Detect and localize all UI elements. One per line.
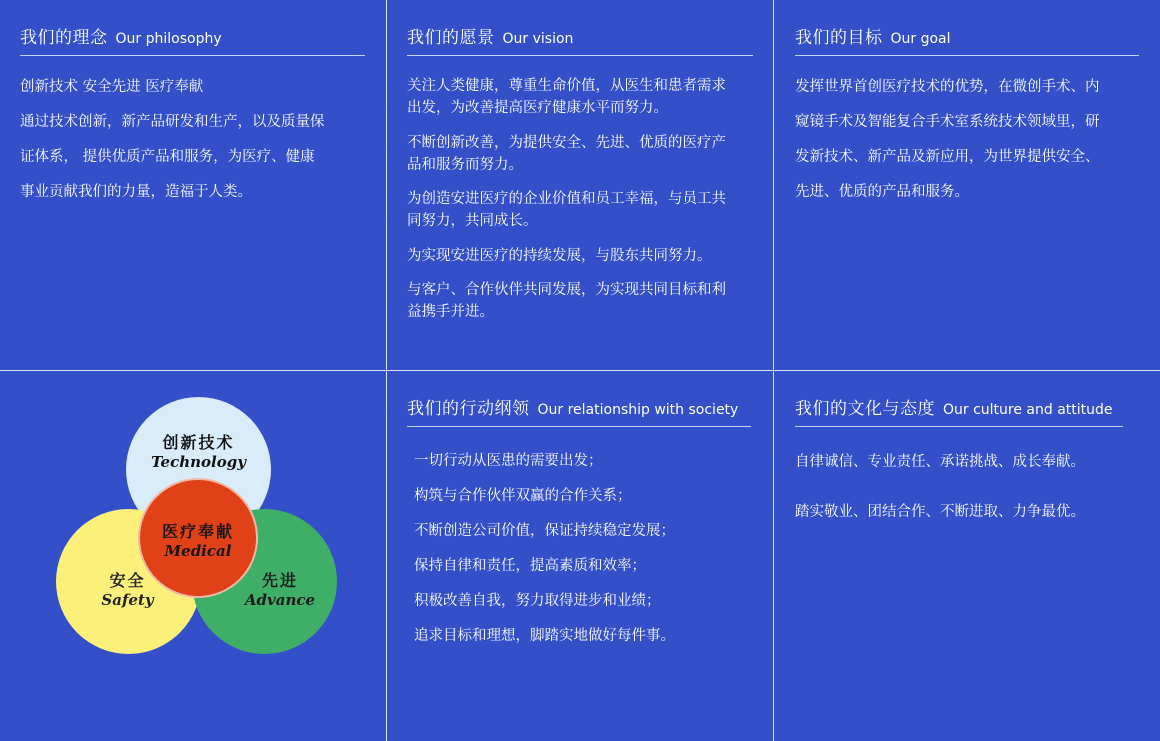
society-line: 不断创造公司价值，保证持续稳定发展；: [414, 523, 675, 539]
values-venn-diagram: [50, 393, 350, 658]
goal-line: 发新技术、新产品及新应用，为世界提供安全、: [795, 149, 1100, 165]
society-panel: [407, 394, 751, 654]
philosophy-line: 创新技术 安全先进 医疗奉献: [20, 79, 204, 95]
society-line: 保持自律和责任，提高素质和效率；: [414, 558, 646, 574]
culture-title-en: Our culture and attitude: [943, 402, 1113, 418]
vision-paragraph: 为创造安进医疗的企业价值和员工幸福，与员工共同努力，共同成长。: [407, 191, 726, 229]
goal-line: 发挥世界首创医疗技术的优势，在微创手术、内: [795, 79, 1100, 95]
row-divider: [0, 370, 1160, 371]
philosophy-panel: [20, 23, 365, 210]
society-title: [407, 394, 751, 427]
culture-line: 自律诚信、专业责任、承诺挑战、成长奉献。: [795, 454, 1085, 470]
advance-label-cn: 先进: [261, 571, 298, 590]
safety-label: [80, 568, 175, 609]
society-title-cn: 我们的行动纲领: [407, 399, 530, 419]
vision-paragraph: 不断创新改善，为提供安全、先进、优质的医疗产品和服务而努力。: [407, 134, 726, 173]
philosophy-line: 事业贡献我们的力量，造福于人类。: [20, 184, 252, 200]
advance-label-en: Advance: [244, 591, 316, 609]
goal-title-cn: 我们的目标: [795, 28, 883, 48]
philosophy-line: 通过技术创新，新产品研发和生产，以及质量保: [20, 114, 325, 130]
culture-line: 踏实敬业、团结合作、不断进取、力争最优。: [795, 504, 1085, 520]
society-title-en: Our relationship with society: [537, 402, 739, 418]
goal-line: 先进、优质的产品和服务。: [795, 184, 969, 200]
safety-label-cn: 安全: [109, 571, 146, 590]
society-line: 构筑与合作伙伴双赢的合作关系；: [414, 488, 632, 504]
vision-paragraph: 与客户、合作伙伴共同发展，为实现共同目标和利益携手并进。: [407, 282, 726, 320]
goal-line: 窥镜手术及智能复合手术室系统技术领域里，研: [795, 114, 1100, 130]
philosophy-line: 证体系， 提供优质产品和服务，为医疗、健康: [20, 149, 315, 165]
philosophy-title-cn: 我们的理念: [20, 28, 108, 48]
vision-title-cn: 我们的愿景: [407, 28, 495, 48]
philosophy-title-en: Our philosophy: [115, 31, 222, 47]
medical-label: [138, 519, 258, 560]
society-line: 积极改善自我，努力取得进步和业绩；: [414, 593, 661, 609]
medical-label-en: Medical: [164, 542, 232, 560]
vision-title: [407, 23, 753, 56]
safety-label-en: Safety: [101, 591, 154, 609]
culture-panel: [795, 394, 1123, 551]
culture-title-cn: 我们的文化与态度: [795, 399, 935, 419]
vision-panel: [407, 23, 753, 336]
philosophy-title: [20, 23, 365, 56]
advance-label: [230, 568, 330, 609]
vision-paragraph: 为实现安进医疗的持续发展，与股东共同努力。: [407, 247, 712, 264]
technology-label-cn: 创新技术: [162, 433, 235, 452]
goal-title-en: Our goal: [890, 31, 951, 47]
technology-label-en: Technology: [151, 453, 246, 471]
society-line: 追求目标和理想，脚踏实地做好每件事。: [414, 628, 675, 644]
society-line: 一切行动从医患的需要出发；: [414, 453, 603, 469]
goal-panel: [795, 23, 1139, 210]
vision-paragraph: 关注人类健康，尊重生命价值，从医生和患者需求出发，为改善提高医疗健康水平而努力。: [407, 78, 726, 116]
medical-label-cn: 医疗奉献: [161, 522, 234, 541]
goal-title: [795, 23, 1139, 56]
culture-title: [795, 394, 1123, 427]
vision-title-en: Our vision: [502, 31, 574, 47]
technology-label: [136, 430, 261, 471]
